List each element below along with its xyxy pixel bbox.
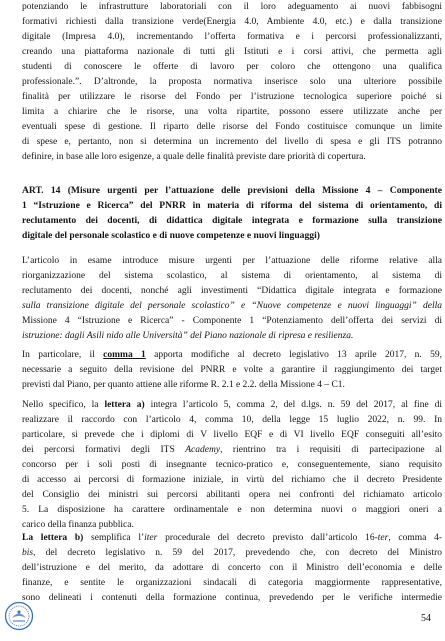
text-line: L’articolo in esame introduce misure urgenti per l’attuazione delle riforme relative alla <box>22 256 442 266</box>
text-line: previsti dal Piano, per quanto attiene alle riforme R. 2.1 e 2.2. della Missione 4 – C1. <box>22 380 345 390</box>
text-line <box>22 443 442 458</box>
text-line: reclutamento dei docenti, nonché agli investimenti “Didattica digitale integrata e formazione <box>22 286 442 296</box>
italic-term: ter <box>377 533 389 543</box>
text-line: Missione 4 “Istruzione e Ricerca” - Componente 1 “Potenziamento dell’offerta dei servizi di <box>22 316 442 326</box>
text-line: istruzione: dagli Asili nido alle Università” del Piano nazionale di ripresa e resilienza. <box>22 331 354 341</box>
text-line: potenziando le infrastrutture laboratoriali con il loro adeguamento ai nuovi fabbisogni <box>22 2 442 12</box>
text-line: carico della finanza pubblica. <box>22 520 134 530</box>
text-line: finanze, e sentite le organizzazioni sindacali di categoria maggiormente rappresentative, <box>22 578 442 588</box>
comma-1-reference: comma 1 <box>103 350 146 360</box>
italic-term: bis <box>22 548 34 558</box>
text-run: dei percorsi formativi degli ITS <box>22 445 186 455</box>
text-line: necessarie a seguito della revisione del PNRR e volte a garantire il raggiungimento dei target <box>22 365 442 375</box>
text-line <box>22 531 442 546</box>
heading-line: digitale del personale scolastico e di nuove competenze e nuovi linguaggi) <box>22 230 320 241</box>
text-run: , del decreto legislativo n. 59 del 2017, prevedendo che, con decreto del Ministro <box>33 548 442 558</box>
text-line <box>22 348 442 363</box>
text-line: digitale (Impresa 4.0), incrementando l’offerta formativa e i percorsi professionalizzanti, <box>22 32 442 42</box>
text-run: , rientrino tra i requisiti di partecipazione al <box>220 445 442 455</box>
text-line: formativi richiesti dalla transizione verde(Energia 4.0, Ambiente 4.0, etc.) e dalla transizione <box>22 17 442 27</box>
text-line: di accesso ai percorsi di formazione iniziale, in virtù del richiamo che il decreto Presidente <box>22 475 442 485</box>
text-line: eventuali spese di gestione. Il riparto delle risorse del Fondo costituisce comunque un limite <box>22 122 442 132</box>
text-line: di spese e, pertanto, non si determina un incremento del livello di spesa e gli ITS potranno <box>22 137 442 147</box>
text-line: creando una piattaforma nazionale di tutti gli Istituti e i corsi attivi, che permetta agli <box>22 47 442 57</box>
text-line: professionale.”. D’altronde, la proposta normativa inserisce solo una ulteriore possibile <box>22 77 442 87</box>
text-line: realizzare il raccordo con l’articolo 4, comma 10, della legge 15 luglio 2022, n. 99. In <box>22 415 442 425</box>
text-line: finalità per utilizzare le risorse del Fondo per l’istruzione tecnologica superiore poiché si <box>22 92 442 102</box>
text-line: 5. La disposizione ha carattere ordinamentale e non determina nuovi o maggiori oneri a <box>22 505 442 515</box>
text-line: del Consiglio dei ministri sui percorsi abilitanti opera nei confronti del richiamato articolo <box>22 490 442 500</box>
text-run: In particolare, il <box>22 350 104 360</box>
page-number: 54 <box>421 613 431 624</box>
text-line: riorganizzazione del sistema scolastico, al sistema di orientamento, al sistema di <box>22 271 442 281</box>
text-run: procedurale del decreto previsto dall’articolo 16- <box>157 533 378 543</box>
text-line: sono delineati i contenuti della formazione continua, prevedendo per le verifiche intermedie <box>22 593 442 603</box>
text-run: Nello specifico, la <box>22 400 105 410</box>
text-run: apporta modifiche al decreto legislativo 13 aprile 2017, n. 59, <box>145 350 442 360</box>
text-run: integra l’articolo 5, comma 2, del d.lgs. n. 59 del 2017, al fine di <box>144 400 442 410</box>
heading-line: ART. 14 (Misure urgenti per l’attuazione delle previsioni della Missione 4 – Componente <box>22 185 442 196</box>
heading-line: 1 “Istruzione e Ricerca” del PNRR in materia di riforma del sistema di orientamento, di <box>22 200 442 211</box>
text-line: sulla transizione digitale del personale scolastico” e “Nuove competenze e nuovi linguaggi” della <box>22 301 442 311</box>
heading-line: reclutamento dei docenti, di didattica digitale integrata e formazione sulla transizione <box>22 215 442 226</box>
text-line: particolare, si prevede che i diplomi di V livello EQF e di VI livello EQF conseguiti all’esito <box>22 430 442 440</box>
text-line <box>22 398 442 413</box>
italic-term: Academy <box>185 445 221 455</box>
letter-b-reference: La lettera b) <box>22 533 84 543</box>
text-run: , comma 4- <box>388 533 442 543</box>
seal-logo-icon <box>4 601 34 631</box>
text-line: limita a chiarire che le risorse, una volta ripartite, possono essere utilizzate anche per <box>22 107 442 117</box>
text-run: semplifica l’ <box>83 533 145 543</box>
text-line: definire, in base alle loro esigenze, a quale delle finalità previste dare priorità di copertura. <box>22 152 366 162</box>
text-line <box>22 546 442 561</box>
text-line: dell’istruzione e del merito, da adottare di concerto con il Ministro dell’economia e delle <box>22 563 442 573</box>
letter-a-reference: lettera a) <box>104 400 145 410</box>
text-line: studenti di conoscere le offerte di lavoro per coloro che ottengono una qualifica <box>22 62 442 72</box>
text-line: concorso per i soli posti di insegnante tecnico-pratico e, conseguentemente, siano requisito <box>22 460 442 470</box>
italic-term: iter <box>144 533 158 543</box>
